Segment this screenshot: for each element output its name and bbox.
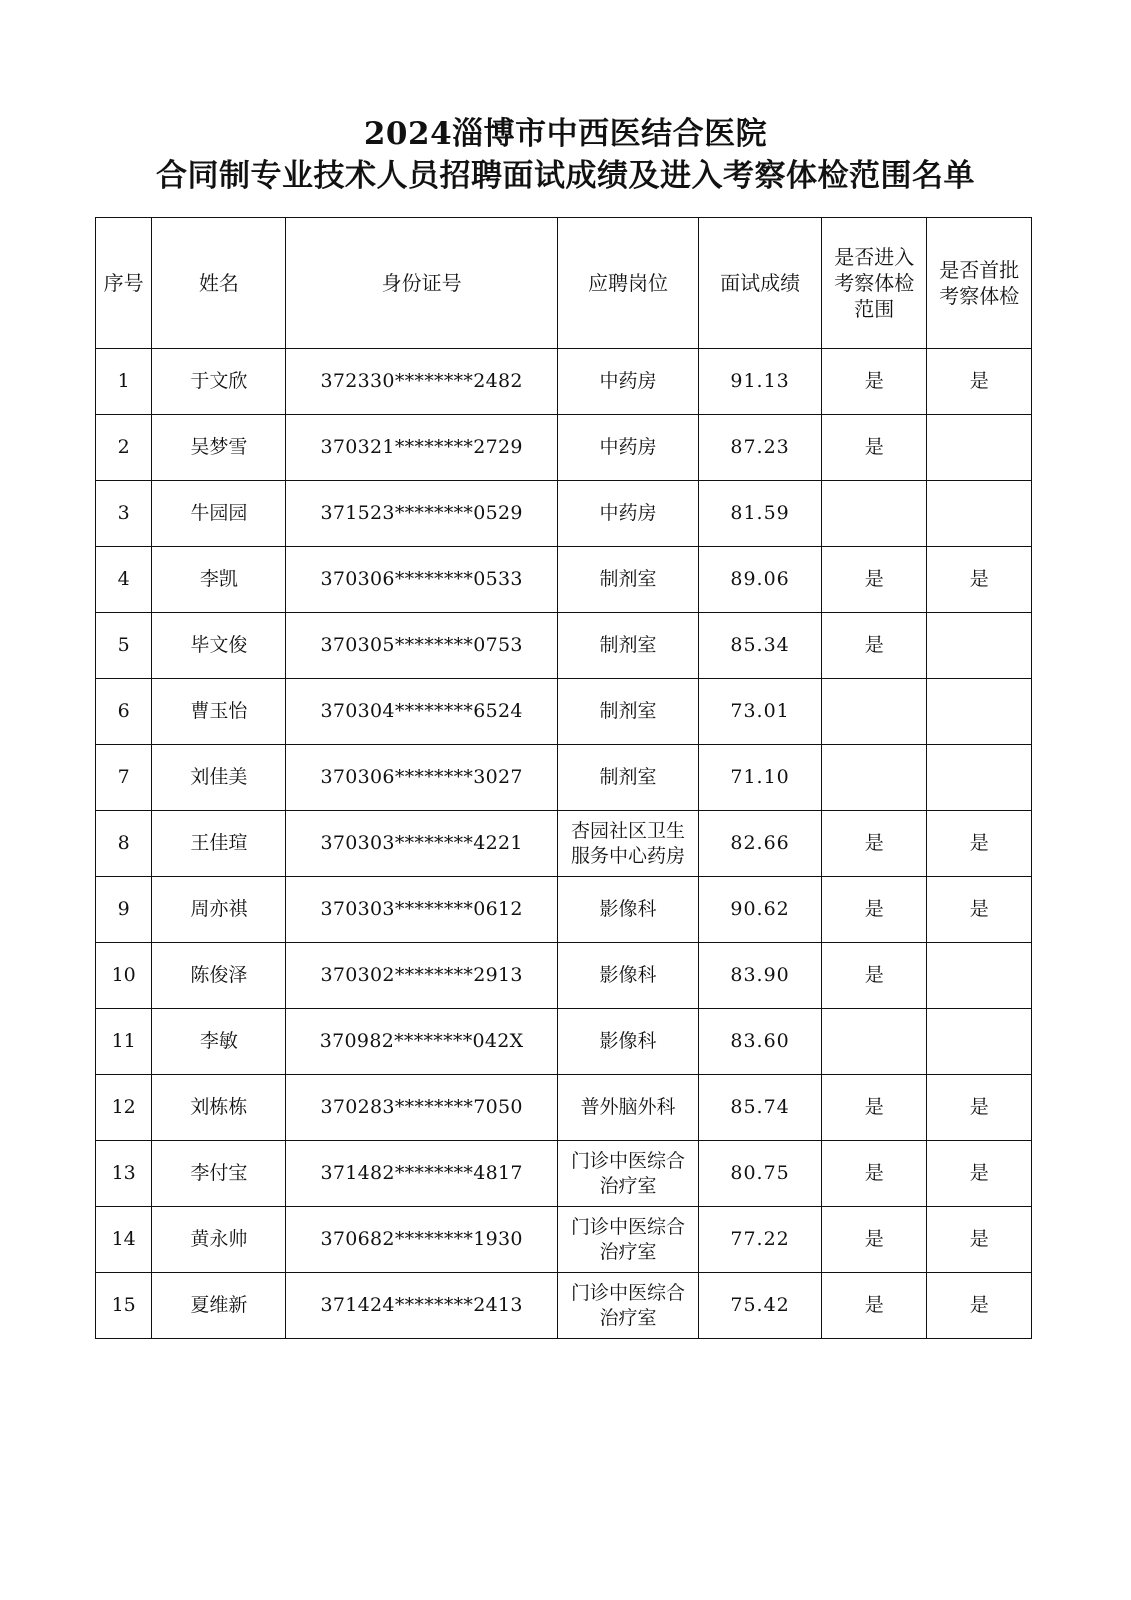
cell-position — [557, 415, 698, 481]
cell-position-label: 中药房 — [599, 436, 657, 458]
table-row — [96, 943, 1032, 1009]
cell-first-batch: 是 — [927, 1207, 1032, 1273]
cell-in-scope — [822, 679, 927, 745]
results-table — [95, 217, 1032, 1339]
cell-score: 80.75 — [699, 1141, 822, 1207]
cell-position — [557, 547, 698, 613]
cell-score: 82.66 — [699, 811, 822, 877]
cell-name: 曹玉怡 — [152, 679, 286, 745]
cell-id-number: 371523********0529 — [286, 481, 557, 547]
table-row — [96, 1207, 1032, 1273]
table-row — [96, 811, 1032, 877]
cell-score: 73.01 — [699, 679, 822, 745]
cell-first-batch: 是 — [927, 811, 1032, 877]
cell-in-scope — [822, 481, 927, 547]
cell-index: 3 — [96, 481, 152, 547]
header-position: 应聘岗位 — [557, 218, 698, 349]
cell-first-batch — [927, 1009, 1032, 1075]
cell-index: 14 — [96, 1207, 152, 1273]
cell-position-label: 杏园社区卫生服务中心药房 — [570, 819, 685, 867]
cell-in-scope: 是 — [822, 1141, 927, 1207]
table-row — [96, 745, 1032, 811]
cell-index: 5 — [96, 613, 152, 679]
table-row — [96, 415, 1032, 481]
cell-name: 李凯 — [152, 547, 286, 613]
cell-score: 83.60 — [699, 1009, 822, 1075]
cell-position-label: 门诊中医综合治疗室 — [570, 1149, 685, 1197]
cell-id-number: 370321********2729 — [286, 415, 557, 481]
table-body — [96, 349, 1032, 1339]
cell-in-scope: 是 — [822, 811, 927, 877]
cell-in-scope: 是 — [822, 613, 927, 679]
cell-index: 9 — [96, 877, 152, 943]
cell-score: 81.59 — [699, 481, 822, 547]
cell-id-number: 370306********3027 — [286, 745, 557, 811]
cell-position-label: 制剂室 — [599, 766, 657, 788]
table-row — [96, 481, 1032, 547]
cell-id-number: 371482********4817 — [286, 1141, 557, 1207]
cell-position-label: 中药房 — [599, 370, 657, 392]
cell-position — [557, 943, 698, 1009]
cell-first-batch — [927, 481, 1032, 547]
cell-score: 90.62 — [699, 877, 822, 943]
cell-score: 77.22 — [699, 1207, 822, 1273]
cell-name: 李付宝 — [152, 1141, 286, 1207]
cell-in-scope: 是 — [822, 1075, 927, 1141]
cell-id-number: 370302********2913 — [286, 943, 557, 1009]
cell-score: 85.34 — [699, 613, 822, 679]
cell-name: 刘栋栋 — [152, 1075, 286, 1141]
header-id-number: 身份证号 — [286, 218, 557, 349]
cell-score: 71.10 — [699, 745, 822, 811]
cell-position — [557, 1075, 698, 1141]
table-row — [96, 547, 1032, 613]
cell-score: 91.13 — [699, 349, 822, 415]
cell-index: 6 — [96, 679, 152, 745]
cell-score: 85.74 — [699, 1075, 822, 1141]
cell-first-batch: 是 — [927, 877, 1032, 943]
table-row — [96, 679, 1032, 745]
cell-position — [557, 481, 698, 547]
cell-first-batch: 是 — [927, 1075, 1032, 1141]
cell-first-batch — [927, 745, 1032, 811]
title-line-1: 2024淄博市中西医结合医院 — [363, 116, 768, 152]
cell-id-number: 370304********6524 — [286, 679, 557, 745]
cell-first-batch — [927, 943, 1032, 1009]
cell-first-batch — [927, 679, 1032, 745]
cell-name: 李敏 — [152, 1009, 286, 1075]
title-line-2: 合同制专业技术人员招聘面试成绩及进入考察体检范围名单 — [156, 158, 975, 194]
cell-score: 75.42 — [699, 1273, 822, 1339]
cell-id-number: 370682********1930 — [286, 1207, 557, 1273]
cell-name: 刘佳美 — [152, 745, 286, 811]
cell-first-batch: 是 — [927, 1273, 1032, 1339]
cell-position — [557, 613, 698, 679]
cell-index: 7 — [96, 745, 152, 811]
cell-position-label: 普外脑外科 — [580, 1096, 676, 1118]
table-row — [96, 1009, 1032, 1075]
cell-score: 83.90 — [699, 943, 822, 1009]
cell-position-label: 门诊中医综合治疗室 — [570, 1281, 685, 1329]
cell-index: 15 — [96, 1273, 152, 1339]
cell-index: 11 — [96, 1009, 152, 1075]
cell-position-label: 制剂室 — [599, 700, 657, 722]
table-row — [96, 1075, 1032, 1141]
cell-id-number: 370305********0753 — [286, 613, 557, 679]
cell-name: 黄永帅 — [152, 1207, 286, 1273]
cell-name: 牛园园 — [152, 481, 286, 547]
cell-in-scope: 是 — [822, 1207, 927, 1273]
cell-in-scope: 是 — [822, 415, 927, 481]
cell-position-label: 影像科 — [599, 1030, 657, 1052]
cell-position-label: 制剂室 — [599, 634, 657, 656]
header-in-scope — [822, 218, 927, 349]
cell-position — [557, 1207, 698, 1273]
cell-index: 12 — [96, 1075, 152, 1141]
header-index: 序号 — [96, 218, 152, 349]
cell-score: 87.23 — [699, 415, 822, 481]
cell-id-number: 370303********0612 — [286, 877, 557, 943]
cell-in-scope: 是 — [822, 877, 927, 943]
cell-id-number: 370303********4221 — [286, 811, 557, 877]
cell-in-scope: 是 — [822, 547, 927, 613]
cell-name: 周亦祺 — [152, 877, 286, 943]
table-row — [96, 877, 1032, 943]
cell-position — [557, 1009, 698, 1075]
cell-position — [557, 679, 698, 745]
cell-id-number: 371424********2413 — [286, 1273, 557, 1339]
cell-index: 1 — [96, 349, 152, 415]
cell-index: 13 — [96, 1141, 152, 1207]
cell-id-number: 370982********042X — [286, 1009, 557, 1075]
cell-index: 2 — [96, 415, 152, 481]
cell-in-scope: 是 — [822, 349, 927, 415]
cell-name: 陈俊泽 — [152, 943, 286, 1009]
cell-index: 8 — [96, 811, 152, 877]
cell-position — [557, 349, 698, 415]
table-row — [96, 349, 1032, 415]
cell-in-scope: 是 — [822, 1273, 927, 1339]
document-title — [0, 113, 1131, 197]
cell-name: 夏维新 — [152, 1273, 286, 1339]
cell-in-scope — [822, 1009, 927, 1075]
cell-name: 于文欣 — [152, 349, 286, 415]
cell-position — [557, 745, 698, 811]
cell-in-scope — [822, 745, 927, 811]
cell-first-batch: 是 — [927, 349, 1032, 415]
cell-id-number: 370283********7050 — [286, 1075, 557, 1141]
cell-first-batch: 是 — [927, 1141, 1032, 1207]
header-in-scope-label: 是否进入考察体检范围 — [834, 245, 915, 321]
cell-name: 王佳瑄 — [152, 811, 286, 877]
cell-position-label: 影像科 — [599, 898, 657, 920]
cell-index: 10 — [96, 943, 152, 1009]
cell-in-scope: 是 — [822, 943, 927, 1009]
cell-position — [557, 877, 698, 943]
cell-position-label: 影像科 — [599, 964, 657, 986]
cell-position — [557, 1141, 698, 1207]
header-row — [96, 218, 1032, 349]
table-row — [96, 613, 1032, 679]
cell-position — [557, 1273, 698, 1339]
table-row — [96, 1141, 1032, 1207]
cell-position-label: 中药房 — [599, 502, 657, 524]
table-row — [96, 1273, 1032, 1339]
cell-position — [557, 811, 698, 877]
cell-first-batch — [927, 613, 1032, 679]
cell-id-number: 370306********0533 — [286, 547, 557, 613]
cell-position-label: 制剂室 — [599, 568, 657, 590]
header-score: 面试成绩 — [699, 218, 822, 349]
header-first-batch — [927, 218, 1032, 349]
cell-score: 89.06 — [699, 547, 822, 613]
header-first-batch-label: 是否首批考察体检 — [939, 258, 1020, 308]
cell-name: 毕文俊 — [152, 613, 286, 679]
cell-first-batch: 是 — [927, 547, 1032, 613]
cell-first-batch — [927, 415, 1032, 481]
header-name: 姓名 — [152, 218, 286, 349]
cell-index: 4 — [96, 547, 152, 613]
cell-position-label: 门诊中医综合治疗室 — [570, 1215, 685, 1263]
cell-name: 吴梦雪 — [152, 415, 286, 481]
cell-id-number: 372330********2482 — [286, 349, 557, 415]
